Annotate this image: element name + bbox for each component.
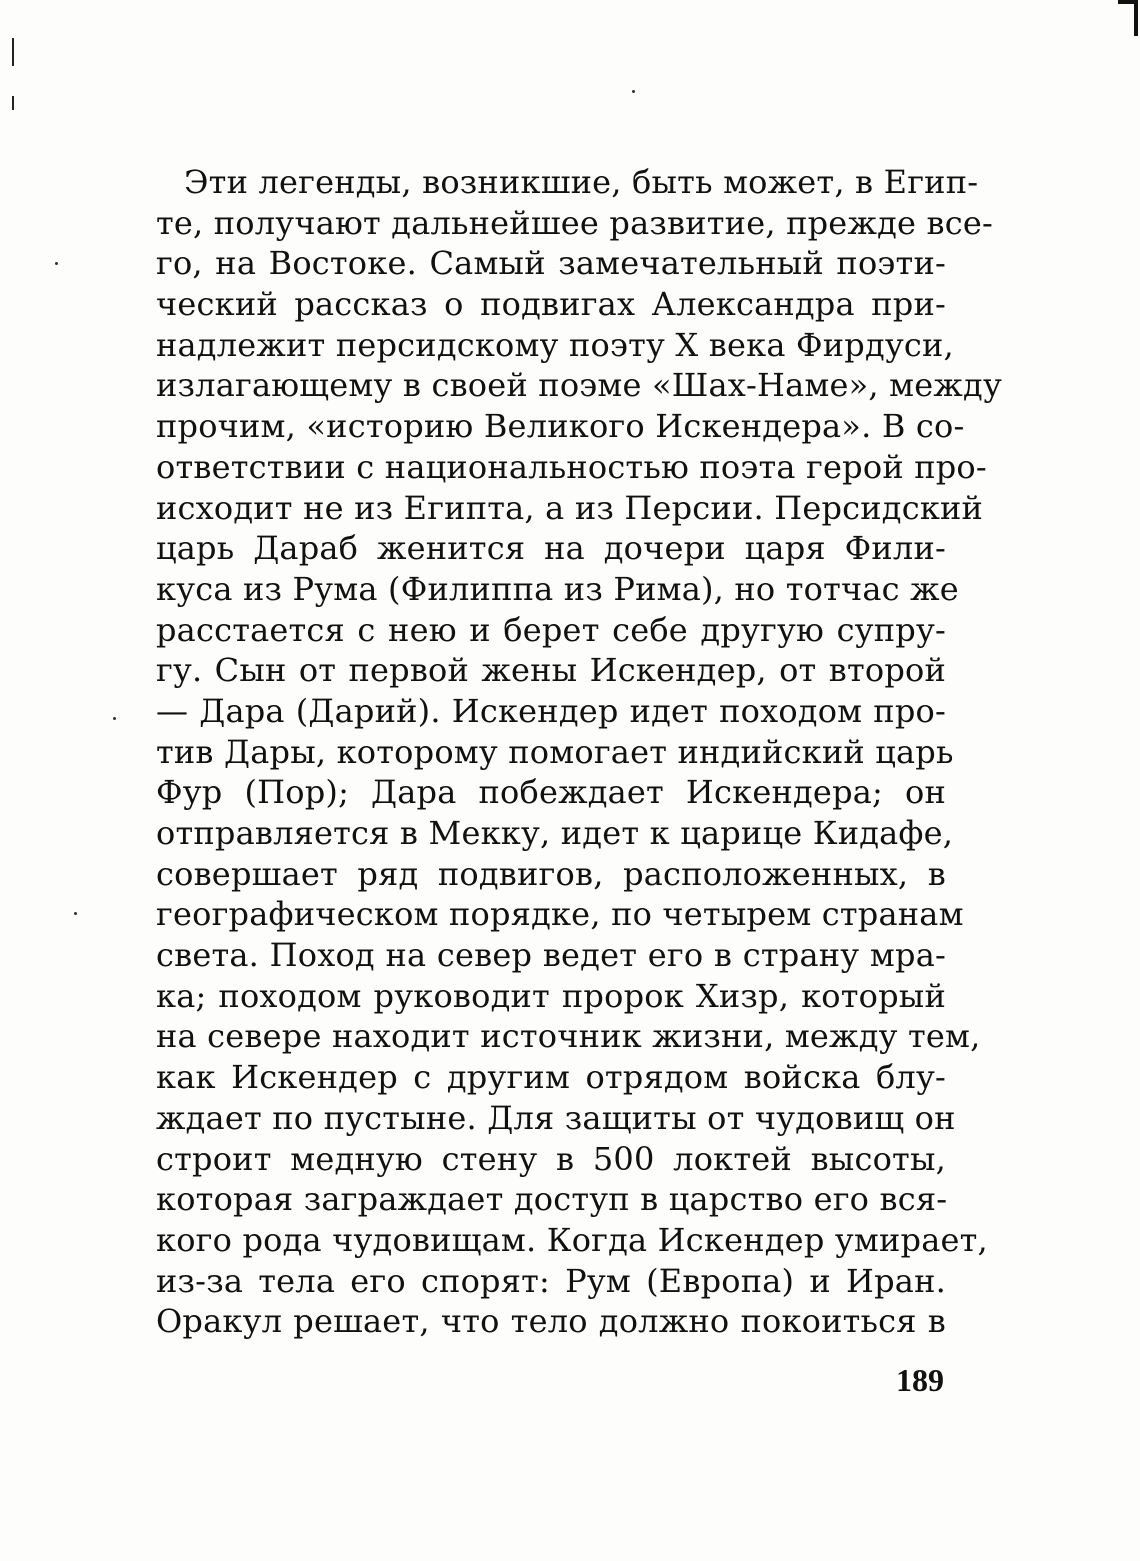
scan-speck bbox=[632, 90, 635, 93]
text-line: Оракул решает, что тело должно покоиться в bbox=[156, 1302, 946, 1341]
scan-speck bbox=[55, 262, 58, 265]
text-line: как Искендер с другим отрядом войска блу- bbox=[156, 1058, 946, 1097]
text-line: совершает ряд подвигов, расположенных, в bbox=[156, 854, 946, 893]
text-line: на севере находит источник жизни, между тем, bbox=[156, 1017, 981, 1056]
text-line: исходит не из Египта, а из Персии. Персидский bbox=[156, 488, 984, 527]
body-text bbox=[156, 162, 1002, 1342]
text-line: отправляется в Мекку, идет к царице Кидафе, bbox=[156, 814, 954, 852]
corner-fold-mark bbox=[1118, 0, 1140, 36]
text-line: ждает по пустыне. Для защиты от чудовищ он bbox=[156, 1098, 956, 1137]
text-line: кого рода чудовищам. Когда Искендер умирает, bbox=[156, 1220, 988, 1259]
text-line: излагающему в своей поэме «Шах-Наме», между bbox=[156, 366, 1002, 405]
text-line: которая заграждает доступ в царство его вся- bbox=[156, 1180, 948, 1219]
scan-edge-mark bbox=[12, 38, 14, 66]
text-line: гу. Сын от первой жены Искендер, от второй bbox=[156, 651, 946, 690]
text-line: строит медную стену в 500 локтей высоты, bbox=[156, 1139, 946, 1178]
text-line: тив Дары, которому помогает индийский царь bbox=[156, 732, 954, 771]
text-line: географическом порядке, по четырем странам bbox=[156, 895, 964, 934]
text-line: Фур (Пор); Дара побеждает Искендера; он bbox=[156, 773, 946, 812]
text-line: куса из Рума (Филиппа из Рима), но тотчас же bbox=[156, 569, 959, 608]
scan-speck bbox=[113, 717, 116, 720]
text-line: го, на Востоке. Самый замечательный поэти- bbox=[156, 244, 946, 283]
text-line: те, получают дальнейшее развитие, прежде все- bbox=[156, 203, 993, 242]
text-line: прочим, «историю Великого Искендера». В со- bbox=[156, 407, 965, 446]
text-line: надлежит персидскому поэту X века Фирдуси, bbox=[156, 325, 954, 364]
text-line: расстается с нею и берет себе другую супру- bbox=[156, 610, 946, 649]
text-line: Эти легенды, возникшие, быть может, в Егип- bbox=[184, 163, 979, 201]
page-number: 189 bbox=[896, 1362, 944, 1398]
text-line: ответствии с национальностью поэта герой про- bbox=[156, 447, 987, 486]
text-line: — Дара (Дарий). Искендер идет походом про- bbox=[156, 691, 946, 730]
text-line: ка; походом руководит пророк Хизр, который bbox=[156, 976, 946, 1015]
text-line: ческий рассказ о подвигах Александра при- bbox=[156, 285, 946, 324]
text-line: света. Поход на север ведет его в страну мра- bbox=[156, 936, 946, 975]
scan-edge-mark bbox=[12, 96, 14, 110]
text-line: царь Дараб женится на дочери царя Фили- bbox=[156, 529, 946, 568]
scan-speck bbox=[74, 912, 77, 915]
text-line: из-за тела его спорят: Рум (Европа) и Иран. bbox=[156, 1261, 946, 1300]
